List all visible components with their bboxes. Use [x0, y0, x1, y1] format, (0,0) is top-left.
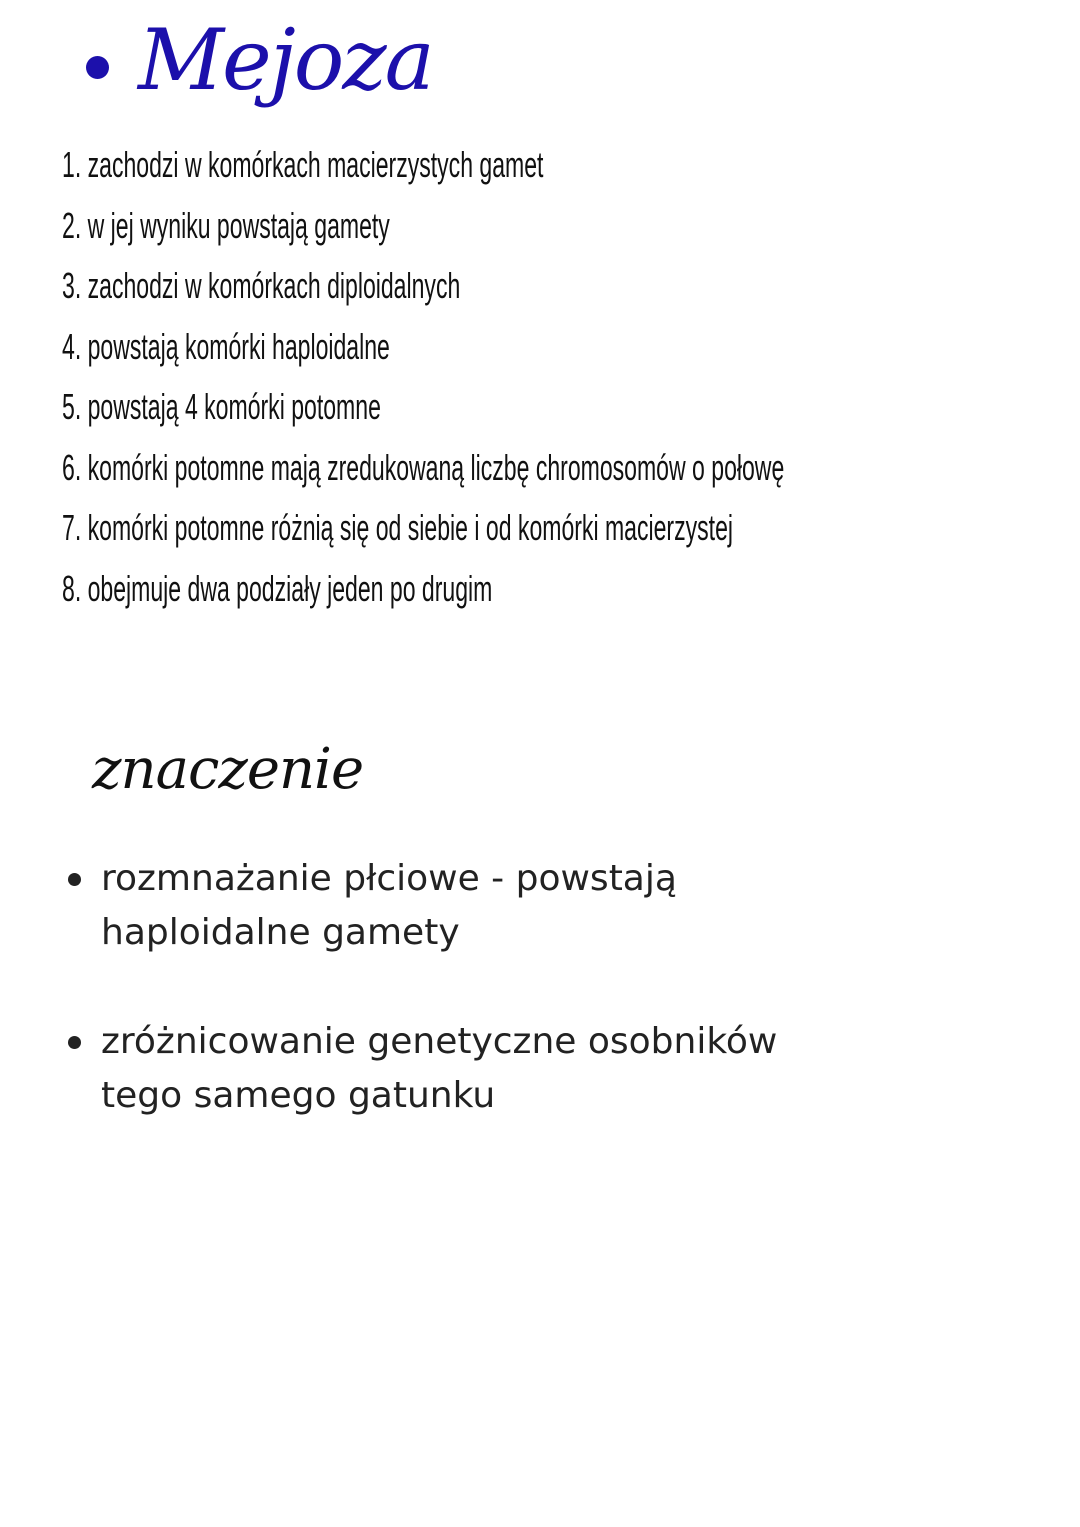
significance-item [0, 852, 821, 960]
bullet-icon [68, 873, 81, 886]
fact-item: 2. w jej wyniku powstają gamety [62, 204, 390, 246]
fact-item: 6. komórki potomne mają zredukowaną liczbę chromosomów o połowę [62, 446, 785, 488]
fact-item: 8. obejmuje dwa podziały jeden po drugim [62, 567, 493, 609]
facts-list [62, 142, 1080, 626]
fact-item: 5. powstają 4 komórki potomne [62, 386, 381, 427]
section-heading: znaczenie [92, 737, 364, 802]
significance-text: zróżnicowanie genetyczne osobników tego samego gatunku [101, 1021, 778, 1116]
fact-item: 4. powstają komórki haploidalne [62, 325, 390, 367]
significance-item [0, 1015, 821, 1123]
fact-item: 1. zachodzi w komórkach macierzystych gamet [62, 144, 544, 185]
significance-list [0, 852, 821, 1178]
fact-item: 7. komórki potomne różnią się od siebie i od komórki macierzystej [62, 507, 733, 548]
page-title: Mejoza [138, 11, 433, 109]
significance-text: rozmnażanie płciowe - powstają haploidalne gamety [101, 858, 677, 953]
bullet-icon [68, 1036, 81, 1049]
fact-item: 3. zachodzi w komórkach diploidalnych [62, 265, 461, 306]
title-bullet-icon [86, 56, 109, 79]
